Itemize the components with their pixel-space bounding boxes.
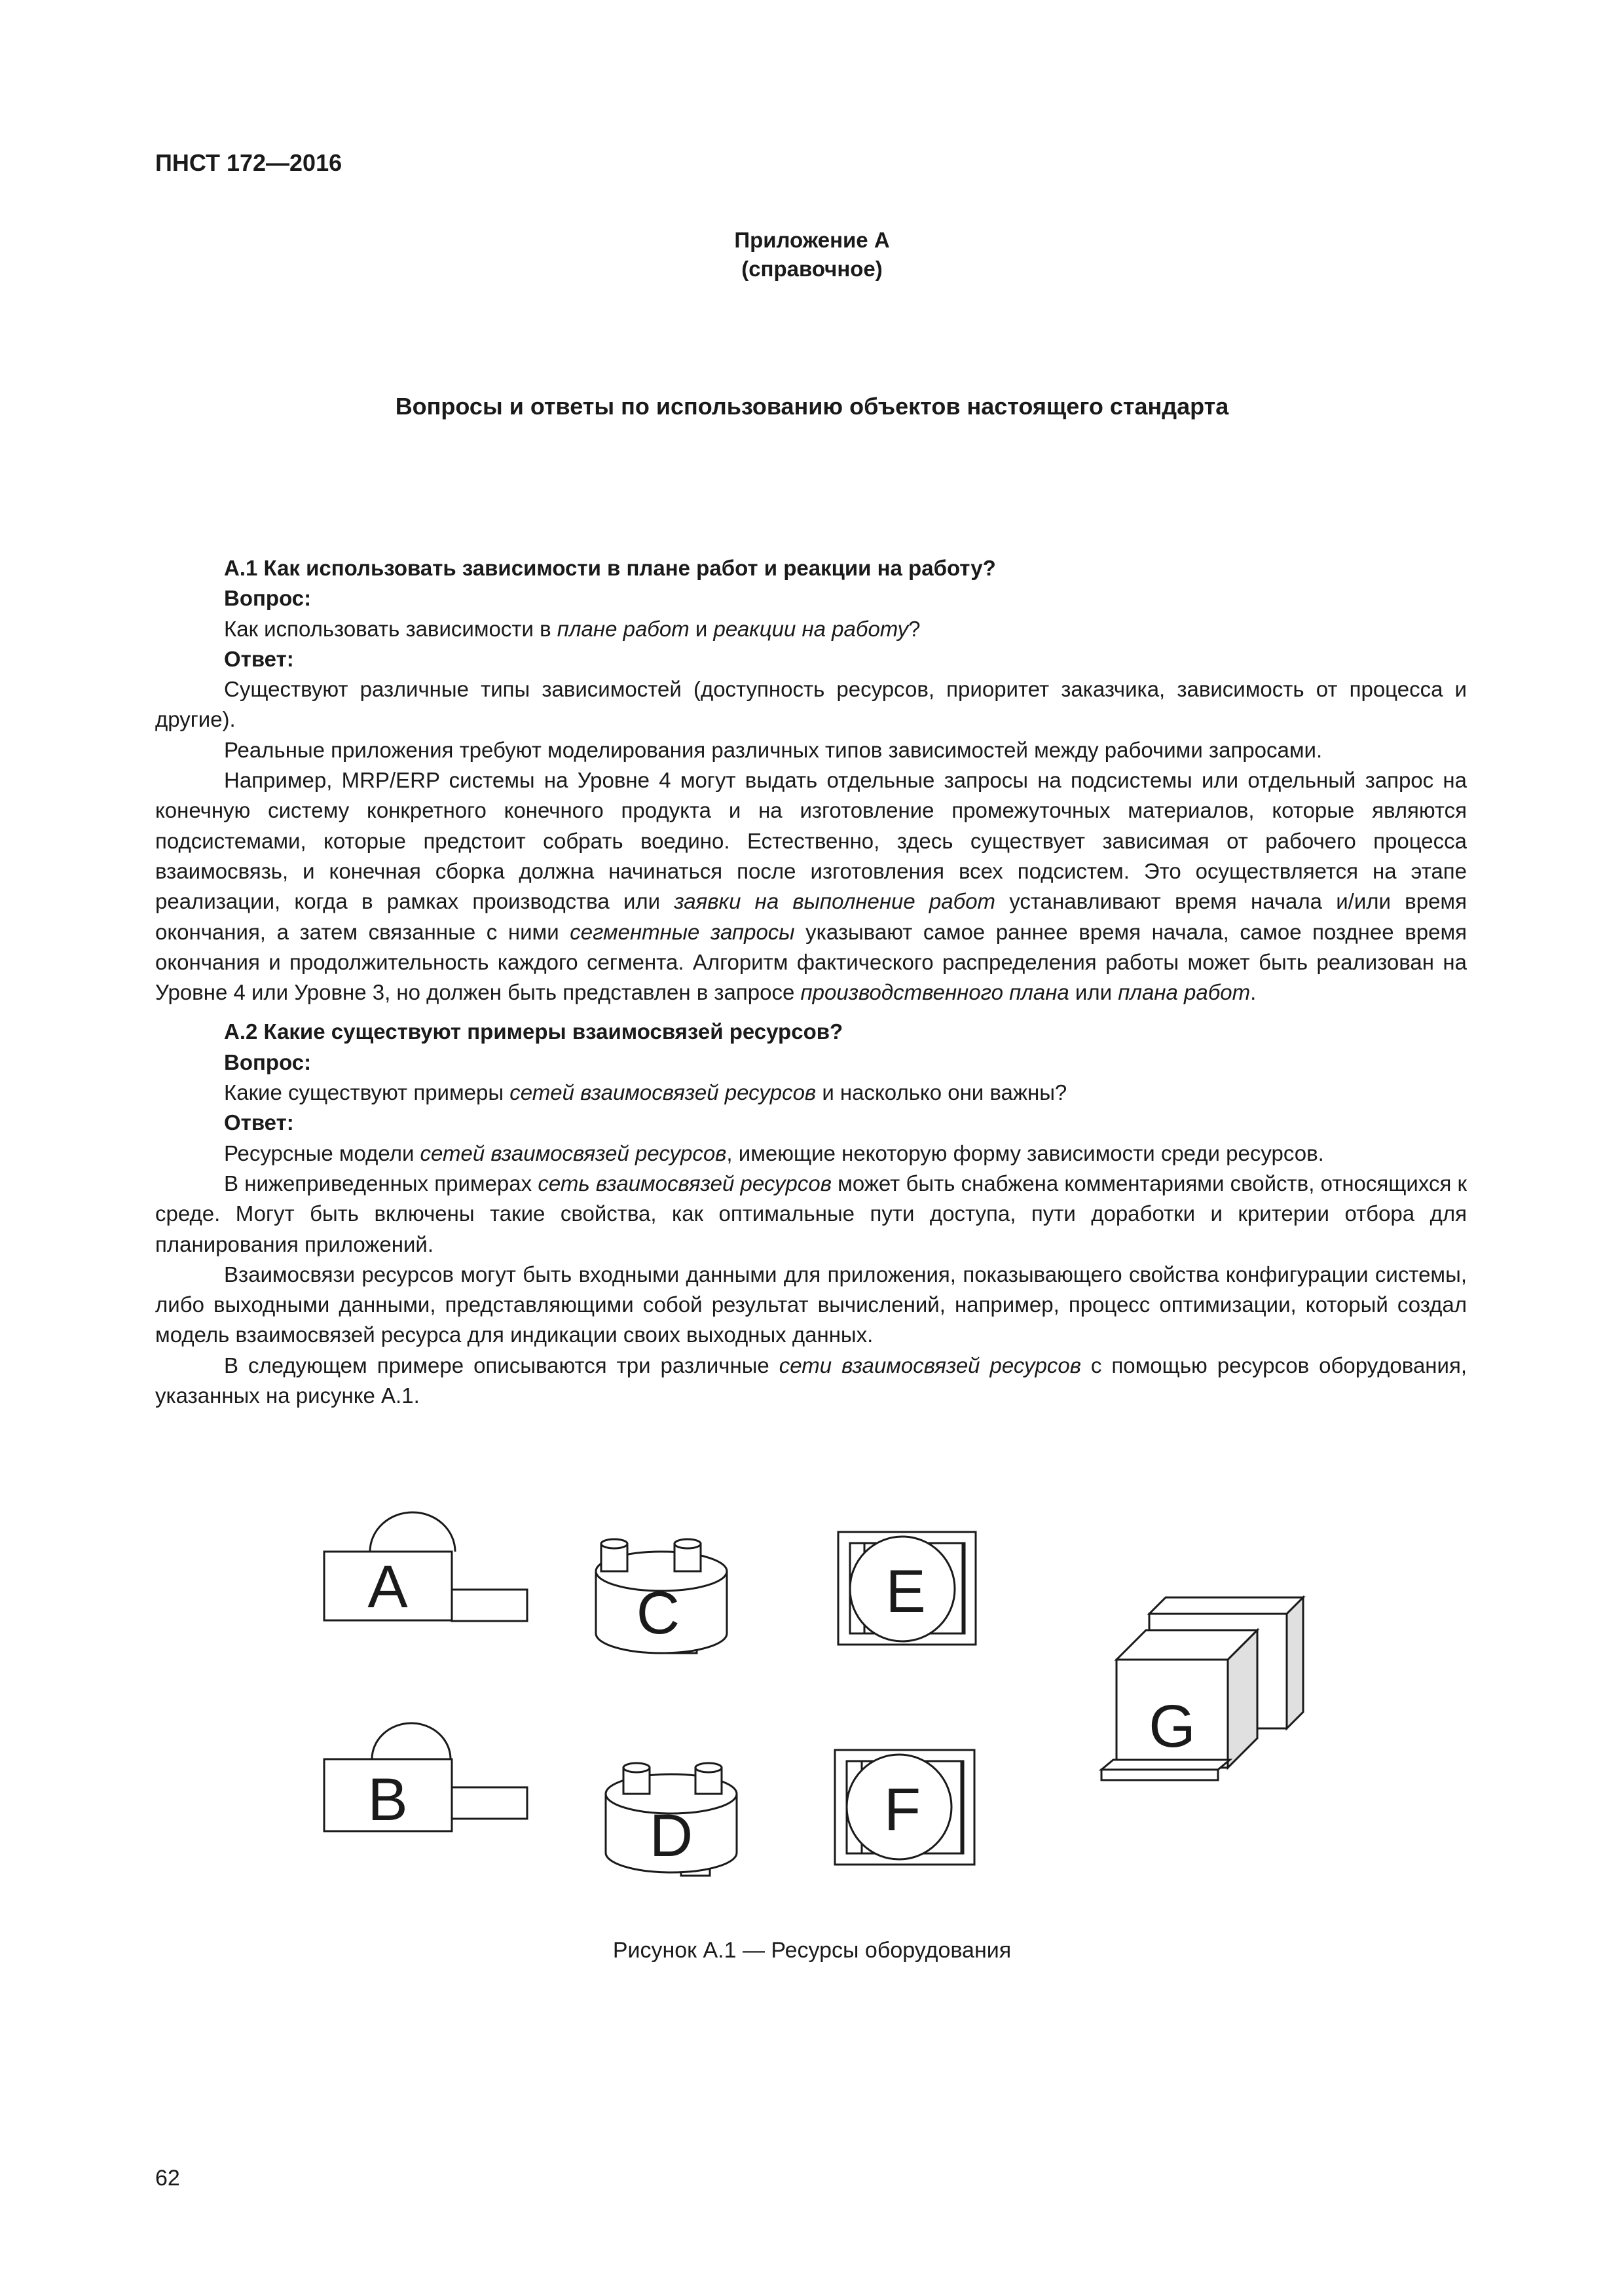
question-label-a1: Вопрос: — [224, 586, 312, 611]
equipment-g — [1101, 1597, 1303, 1780]
equipment-d — [606, 1763, 737, 1876]
paragraph: Реальные приложения требуют моделирования различных типов зависимостей между рабочими запросами. — [224, 737, 1323, 762]
equipment-f — [835, 1750, 974, 1865]
label-d: D — [649, 1802, 693, 1869]
label-c: C — [636, 1580, 680, 1647]
annex-label: Приложение А — [734, 228, 890, 252]
equipment-b — [324, 1723, 527, 1833]
document-body — [155, 553, 1467, 1411]
document-code: ПНСТ 172—2016 — [155, 149, 342, 176]
label-f: F — [883, 1776, 921, 1843]
equipment-figure — [0, 1499, 1624, 1931]
label-a: A — [367, 1554, 408, 1620]
equipment-a — [324, 1512, 527, 1621]
section-heading-a2: А.2 Какие существуют примеры взаимосвязей ресурсов? — [224, 1019, 843, 1044]
answer-label-a1: Ответ: — [224, 646, 294, 671]
annex-type: (справочное) — [741, 257, 883, 281]
label-e: E — [885, 1558, 926, 1625]
equipment-e — [838, 1532, 976, 1645]
label-b: B — [367, 1766, 408, 1833]
paragraph: Например, MRP/ERP системы на Уровне 4 могут выдать отдельные запросы на подсистемы или отдельный запрос на конечную систему конкретного конечного продукта и на изготовление промежуточных материалов, которые являются подсистемами, которые предстоит собрать воедино. Естественно, здесь существует зависимая от рабочего процесса взаимосвязь, и конечная сборка должна начинаться после изготовления всех подсистем. Это осуществляется на этапе реализации, когда в рамках производства или заявки на выполнение работ устанавливают время начала и/или время окончания, а затем связанные с ними сегментные запросы указывают самое раннее время начала, самое позднее время окончания и продолжительность каждого сегмента. Алгоритм фактического распределения работы может быть реализован на Уровне 4 или Уровне 3, но должен быть представлен в запросе производственного плана или плана работ. — [155, 768, 1467, 1005]
question-text-a2: Какие существуют примеры сетей взаимосвязей ресурсов и насколько они важны? — [224, 1080, 1067, 1105]
section-heading-a1: А.1 Как использовать зависимости в плане работ и реакции на работу? — [224, 556, 996, 580]
answer-label-a2: Ответ: — [224, 1110, 294, 1135]
paragraph: В нижеприведенных примерах сеть взаимосвязей ресурсов может быть снабжена комментариями свойств, относящихся к среде. Могут быть включены такие свойства, как оптимальные пути доступа, пути доработки и критерии отбора для планирования приложений. — [155, 1171, 1467, 1256]
question-text-a1: Как использовать зависимости в плане работ и реакции на работу? — [224, 616, 921, 641]
annex-heading — [0, 226, 1624, 283]
annex-title: Вопросы и ответы по использованию объектов настоящего стандарта — [395, 393, 1229, 420]
paragraph: Ресурсные модели сетей взаимосвязей ресурсов, имеющие некоторую форму зависимости среди ресурсов. — [224, 1140, 1324, 1165]
paragraph: В следующем примере описываются три различные сети взаимосвязей ресурсов с помощью ресурсов оборудования, указанных на рисунке А.1. — [155, 1353, 1467, 1408]
equipment-c — [596, 1539, 727, 1653]
label-g: G — [1149, 1693, 1196, 1760]
paragraph: Существуют различные типы зависимостей (доступность ресурсов, приоритет заказчика, зависимость от процесса и другие). — [155, 677, 1467, 732]
page-number: 62 — [155, 2166, 180, 2191]
paragraph: Взаимосвязи ресурсов могут быть входными данными для приложения, показывающего свойства конфигурации системы, либо выходными данными, представляющими собой результат вычислений, например, процесс оптимизации, который создал модель взаимосвязей ресурса для индикации своих выходных данных. — [155, 1262, 1467, 1347]
figure-caption: Рисунок А.1 — Ресурсы оборудования — [612, 1938, 1012, 1963]
question-label-a2: Вопрос: — [224, 1049, 312, 1074]
